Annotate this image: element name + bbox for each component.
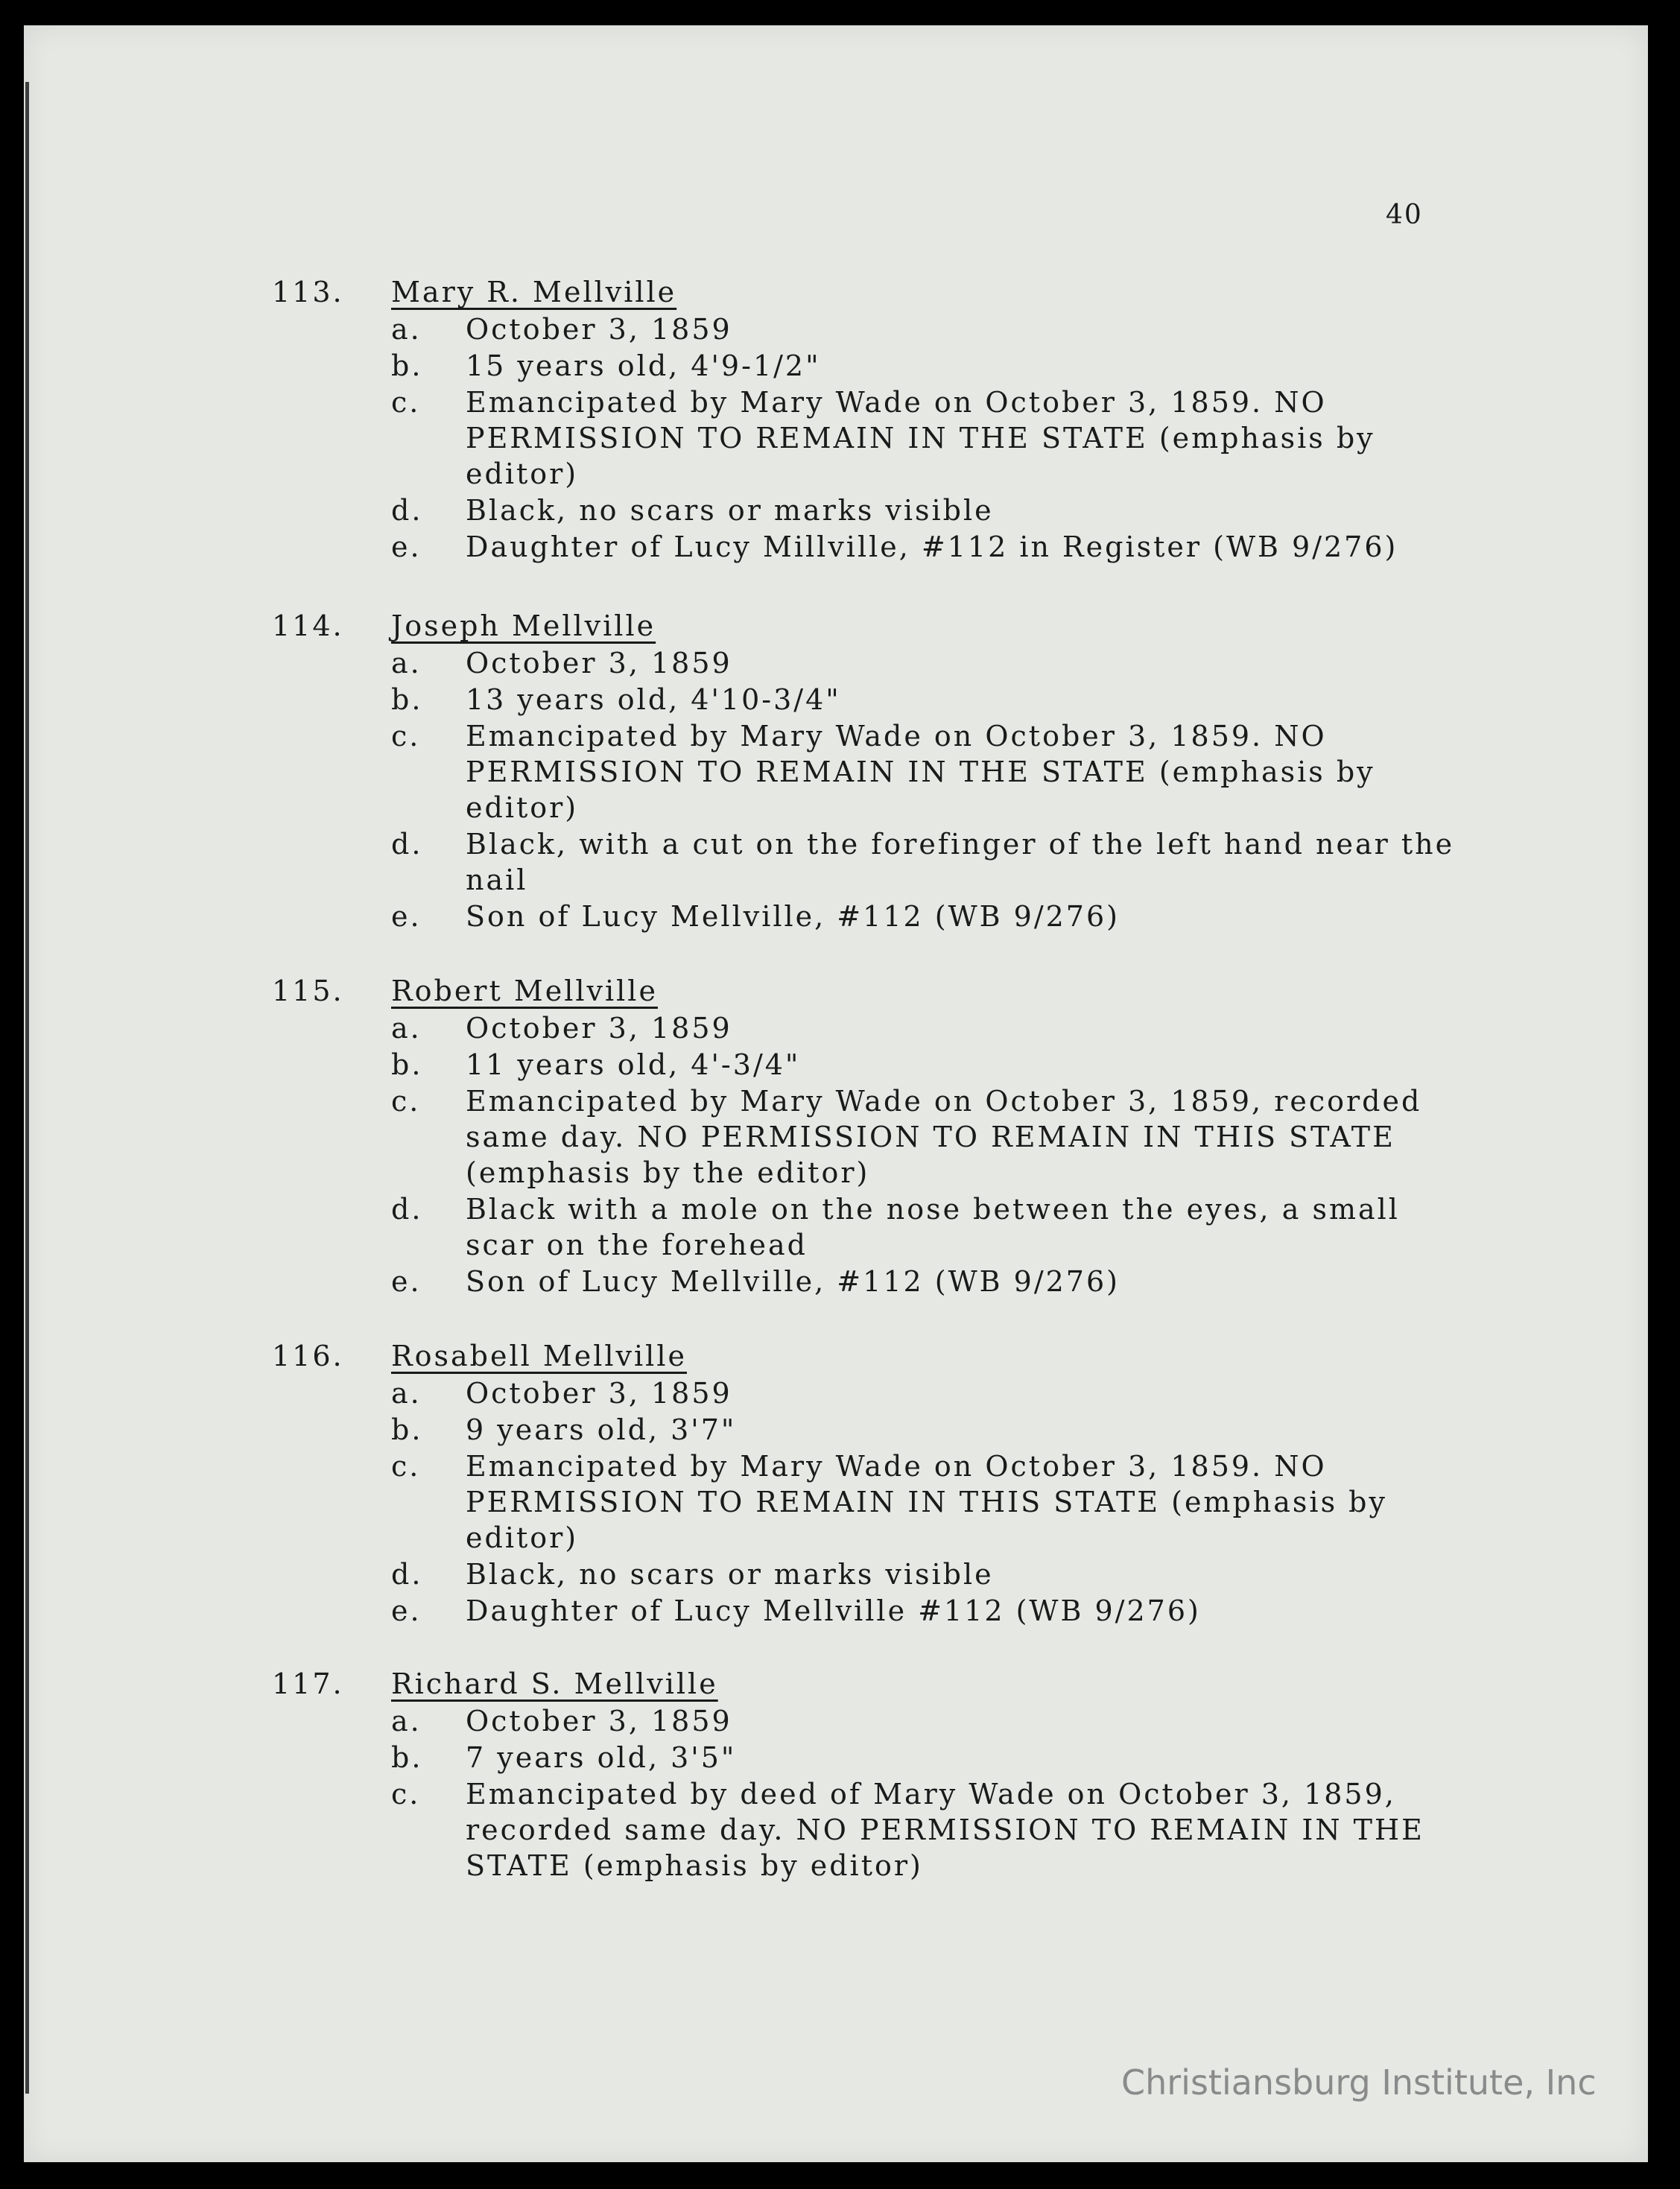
entry-items bbox=[391, 645, 1456, 935]
item-text: Emancipated by Mary Wade on October 3, 1859. NO PERMISSION TO REMAIN IN THE STATE (emphasis by editor) bbox=[466, 386, 1375, 490]
item-text: 15 years old, 4'9-1/2" bbox=[466, 349, 821, 382]
entry-items bbox=[391, 311, 1456, 566]
item-text: 11 years old, 4'-3/4" bbox=[466, 1048, 801, 1081]
item-text: Black, with a cut on the forefinger of the left hand near the nail bbox=[466, 828, 1455, 896]
list-item bbox=[391, 1776, 1456, 1884]
list-item bbox=[391, 1264, 1456, 1299]
item-text: Emancipated by Mary Wade on October 3, 1859. NO PERMISSION TO REMAIN IN THIS STATE (emphasis by editor) bbox=[466, 1450, 1387, 1554]
page-edge-shadow bbox=[25, 82, 29, 2094]
entry-name: Rosabell Mellville bbox=[391, 1340, 687, 1372]
list-item bbox=[391, 645, 1456, 681]
item-text: Son of Lucy Mellville, #112 (WB 9/276) bbox=[466, 900, 1120, 933]
list-item bbox=[391, 529, 1456, 565]
item-text: October 3, 1859 bbox=[466, 1012, 732, 1045]
item-letter: d. bbox=[391, 494, 423, 527]
list-item bbox=[391, 718, 1456, 826]
list-item bbox=[391, 1010, 1456, 1046]
list-item bbox=[391, 1593, 1456, 1629]
list-item bbox=[391, 311, 1456, 347]
item-text: October 3, 1859 bbox=[466, 313, 732, 346]
list-item bbox=[391, 1448, 1456, 1556]
item-letter: b. bbox=[391, 349, 423, 382]
entry-name: Mary R. Mellville bbox=[391, 276, 677, 308]
entry-number: 116. bbox=[272, 1340, 344, 1372]
item-letter: b. bbox=[391, 1048, 423, 1081]
item-letter: b. bbox=[391, 1413, 423, 1446]
item-text: October 3, 1859 bbox=[466, 1377, 732, 1410]
item-letter: b. bbox=[391, 683, 423, 716]
entry-number: 117. bbox=[272, 1667, 344, 1700]
entry-name: Robert Mellville bbox=[391, 975, 658, 1007]
list-item bbox=[391, 1083, 1456, 1191]
entry-name: Richard S. Mellville bbox=[391, 1667, 718, 1700]
item-letter: e. bbox=[391, 1265, 422, 1298]
list-item bbox=[391, 899, 1456, 934]
item-letter: e. bbox=[391, 900, 422, 933]
item-text: 7 years old, 3'5" bbox=[466, 1741, 737, 1774]
item-text: Black with a mole on the nose between the eyes, a small scar on the forehead bbox=[466, 1193, 1400, 1261]
item-letter: d. bbox=[391, 1558, 423, 1591]
item-letter: d. bbox=[391, 828, 423, 861]
entry-items bbox=[391, 1703, 1456, 1884]
item-letter: b. bbox=[391, 1741, 423, 1774]
list-item bbox=[391, 682, 1456, 717]
item-letter: a. bbox=[391, 1377, 422, 1410]
item-letter: e. bbox=[391, 1594, 422, 1627]
item-text: Son of Lucy Mellville, #112 (WB 9/276) bbox=[466, 1265, 1120, 1298]
item-text: Emancipated by Mary Wade on October 3, 1859. NO PERMISSION TO REMAIN IN THE STATE (emphasis by editor) bbox=[466, 720, 1375, 824]
watermark: Christiansburg Institute, Inc bbox=[1121, 2062, 1597, 2103]
list-item bbox=[391, 1740, 1456, 1775]
list-item bbox=[391, 384, 1456, 492]
item-text: Black, no scars or marks visible bbox=[466, 494, 994, 527]
item-text: 9 years old, 3'7" bbox=[466, 1413, 737, 1446]
item-text: Emancipated by deed of Mary Wade on October 3, 1859, recorded same day. NO PERMISSION TO REMAIN IN THE STATE (emphasis by editor) bbox=[466, 1778, 1424, 1882]
list-item bbox=[391, 1047, 1456, 1083]
entry-number: 113. bbox=[272, 276, 344, 308]
item-letter: c. bbox=[391, 1450, 421, 1483]
list-item bbox=[391, 1556, 1456, 1592]
list-item bbox=[391, 1412, 1456, 1448]
item-text: October 3, 1859 bbox=[466, 1705, 732, 1737]
list-item bbox=[391, 492, 1456, 528]
list-item bbox=[391, 826, 1456, 898]
list-item bbox=[391, 348, 1456, 384]
item-text: Daughter of Lucy Millville, #112 in Register (WB 9/276) bbox=[466, 530, 1398, 563]
item-letter: c. bbox=[391, 1085, 421, 1118]
item-text: Black, no scars or marks visible bbox=[466, 1558, 994, 1591]
list-item bbox=[391, 1375, 1456, 1411]
item-text: Emancipated by Mary Wade on October 3, 1859, recorded same day. NO PERMISSION TO REMAIN IN THIS STATE (emphasis by the editor) bbox=[466, 1085, 1422, 1189]
item-letter: c. bbox=[391, 720, 421, 753]
entry-number: 114. bbox=[272, 609, 344, 642]
item-text: 13 years old, 4'10-3/4" bbox=[466, 683, 841, 716]
list-item bbox=[391, 1191, 1456, 1263]
list-item bbox=[391, 1703, 1456, 1739]
item-letter: d. bbox=[391, 1193, 423, 1226]
entry-name: Joseph Mellville bbox=[391, 609, 656, 642]
item-letter: c. bbox=[391, 386, 421, 419]
item-letter: a. bbox=[391, 313, 422, 346]
item-letter: e. bbox=[391, 530, 422, 563]
item-letter: a. bbox=[391, 1705, 422, 1737]
entry-items bbox=[391, 1375, 1456, 1629]
item-text: October 3, 1859 bbox=[466, 647, 732, 679]
page-number: 40 bbox=[1386, 200, 1423, 230]
entry-number: 115. bbox=[272, 975, 344, 1007]
item-text: Daughter of Lucy Mellville #112 (WB 9/276) bbox=[466, 1594, 1201, 1627]
item-letter: a. bbox=[391, 1012, 422, 1045]
entry-items bbox=[391, 1010, 1456, 1300]
item-letter: c. bbox=[391, 1778, 421, 1811]
item-letter: a. bbox=[391, 647, 422, 679]
